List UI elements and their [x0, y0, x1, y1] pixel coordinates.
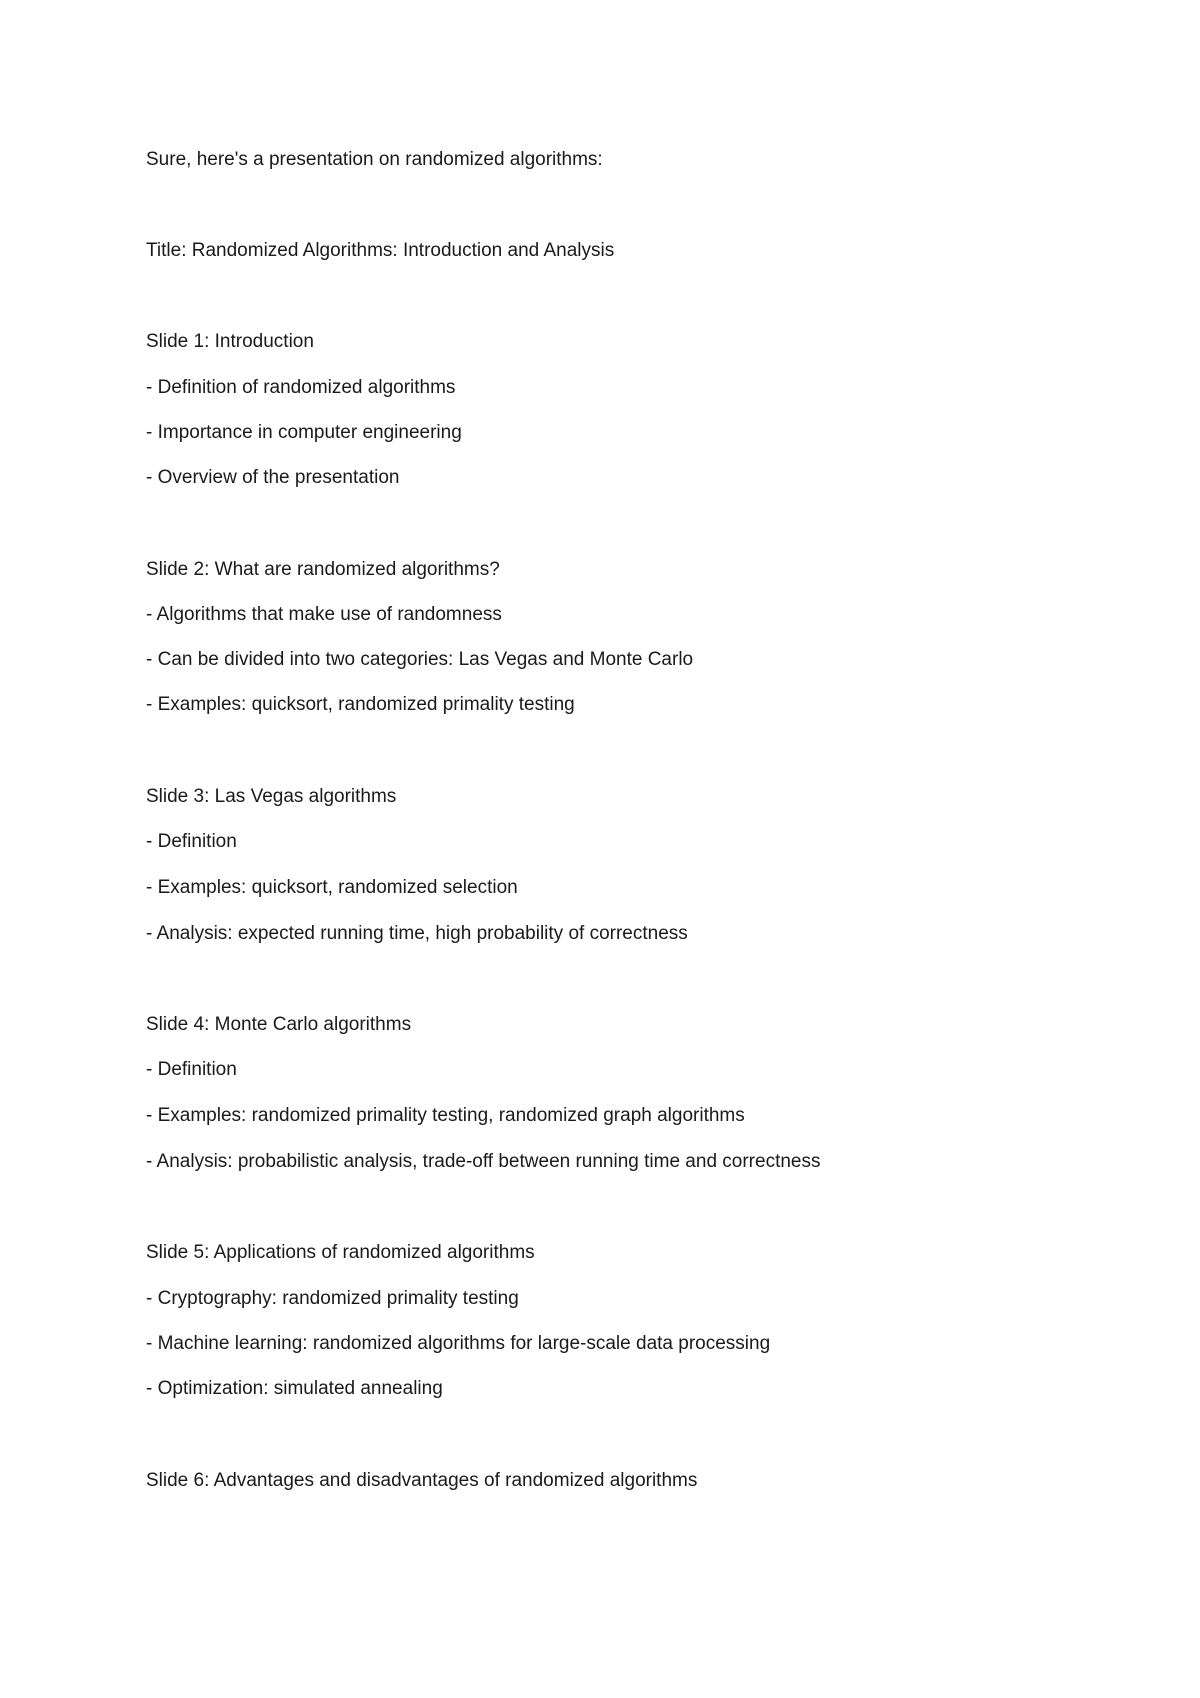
slide-3-heading: Slide 3: Las Vegas algorithms [146, 786, 397, 807]
slide-4-heading: Slide 4: Monte Carlo algorithms [146, 1014, 412, 1035]
slide-5-heading: Slide 5: Applications of randomized algorithms [146, 1242, 535, 1263]
slide-5-bullet-2: - Machine learning: randomized algorithms for large-scale data processing [146, 1333, 771, 1354]
slide-3-bullet-3: - Analysis: expected running time, high probability of correctness [146, 923, 688, 944]
slide-3-bullet-1: - Definition [146, 831, 237, 852]
slide-4-bullet-1: - Definition [146, 1059, 237, 1080]
slide-5-bullet-3: - Optimization: simulated annealing [146, 1378, 443, 1399]
slide-2-bullet-2: - Can be divided into two categories: Las Vegas and Monte Carlo [146, 649, 694, 670]
slide-2-bullet-3: - Examples: quicksort, randomized primality testing [146, 694, 575, 715]
slide-4-bullet-3: - Analysis: probabilistic analysis, trade-off between running time and correctness [146, 1151, 821, 1172]
slide-4-bullet-2: - Examples: randomized primality testing, randomized graph algorithms [146, 1105, 745, 1126]
slide-2-bullet-1: - Algorithms that make use of randomness [146, 604, 502, 625]
slide-1-bullet-3: - Overview of the presentation [146, 467, 400, 488]
slide-1-bullet-2: - Importance in computer engineering [146, 422, 462, 443]
slide-1-heading: Slide 1: Introduction [146, 331, 314, 352]
slide-6-heading: Slide 6: Advantages and disadvantages of randomized algorithms [146, 1470, 698, 1491]
slide-2-heading: Slide 2: What are randomized algorithms? [146, 559, 500, 580]
intro-text: Sure, here's a presentation on randomized algorithms: [146, 149, 603, 170]
slide-1-bullet-1: - Definition of randomized algorithms [146, 377, 456, 398]
slide-5-bullet-1: - Cryptography: randomized primality testing [146, 1288, 519, 1309]
slide-3-bullet-2: - Examples: quicksort, randomized selection [146, 877, 518, 898]
document-title: Title: Randomized Algorithms: Introduction and Analysis [146, 240, 615, 261]
